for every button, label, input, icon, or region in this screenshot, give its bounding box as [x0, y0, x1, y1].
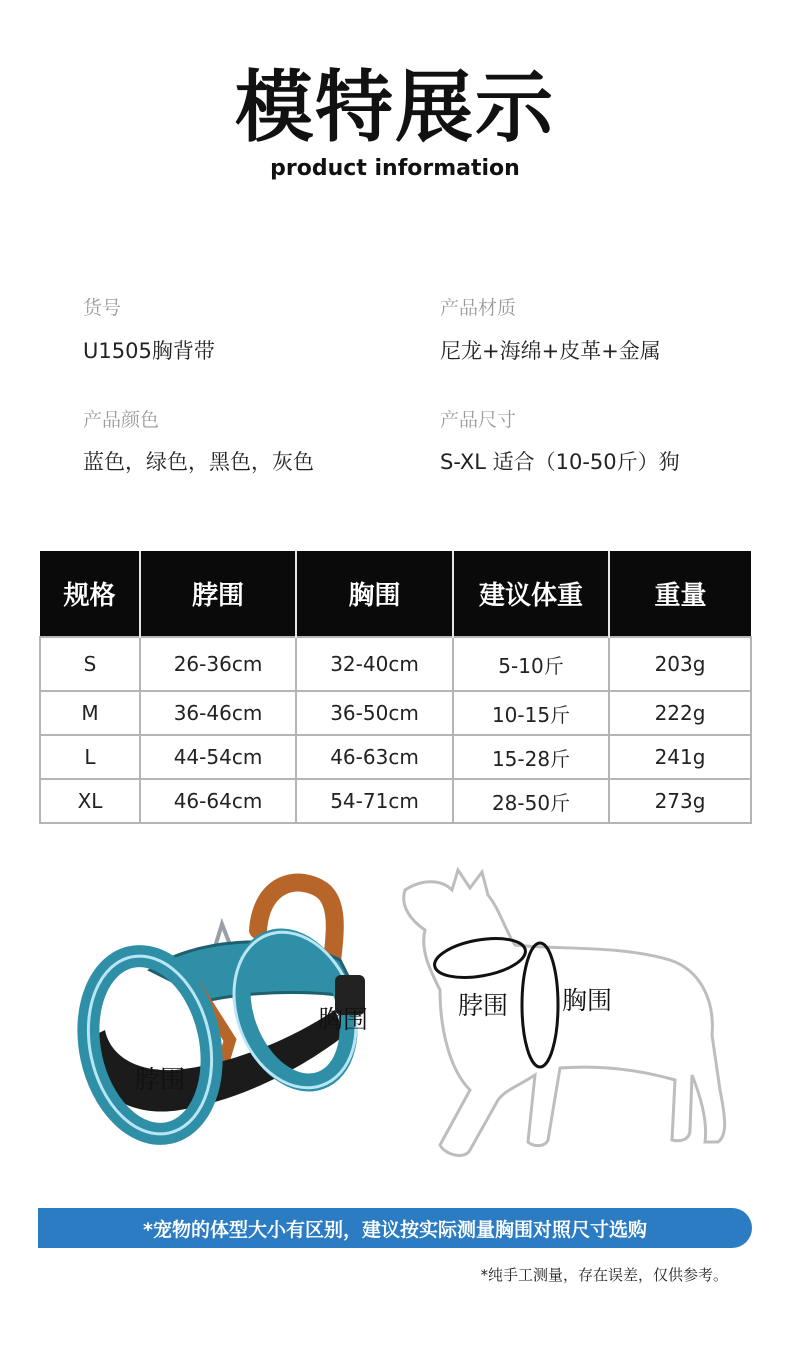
- header-chest: 胸围: [296, 551, 453, 637]
- diagram-illustration: [0, 850, 790, 1190]
- page-subtitle: product information: [270, 156, 520, 181]
- size-table: [39, 551, 752, 824]
- table-cell: 32-40cm: [296, 637, 453, 691]
- table-cell: 273g: [609, 779, 751, 823]
- header-weight-suggest: 建议体重: [453, 551, 609, 637]
- color-label: 产品颜色: [83, 409, 160, 431]
- table-cell: 222g: [609, 691, 751, 735]
- table-cell: 241g: [609, 735, 751, 779]
- item-no-value: U1505胸背带: [83, 339, 215, 363]
- page-title: 模特展示: [234, 63, 555, 153]
- size-value: S-XL 适合（10-50斤）狗: [440, 450, 680, 474]
- table-header-row: [40, 551, 751, 637]
- table-row: [40, 637, 751, 691]
- size-label: 产品尺寸: [440, 409, 517, 431]
- harness-chest-label: 胸围: [318, 1005, 369, 1034]
- sizing-tip-banner: *宠物的体型大小有区别，建议按实际测量胸围对照尺寸选购: [38, 1208, 752, 1248]
- dog-chest-label: 胸围: [562, 986, 613, 1015]
- table-row: [40, 691, 751, 735]
- material-label: 产品材质: [440, 297, 517, 319]
- header-neck: 脖围: [140, 551, 296, 637]
- table-cell: 28-50斤: [453, 779, 609, 823]
- dog-neck-ring: [432, 932, 529, 983]
- item-no-label: 货号: [83, 297, 122, 319]
- dog-chest-ring: [522, 943, 558, 1067]
- table-cell: 10-15斤: [453, 691, 609, 735]
- table-cell: 46-64cm: [140, 779, 296, 823]
- table-cell: 36-50cm: [296, 691, 453, 735]
- table-cell: 26-36cm: [140, 637, 296, 691]
- table-cell: 5-10斤: [453, 637, 609, 691]
- table-cell: 44-54cm: [140, 735, 296, 779]
- dog-neck-label: 脖围: [458, 991, 509, 1020]
- table-cell: 46-63cm: [296, 735, 453, 779]
- table-cell: 54-71cm: [296, 779, 453, 823]
- table-cell: S: [40, 637, 140, 691]
- table-row: [40, 779, 751, 823]
- measurement-diagram: [0, 850, 790, 1190]
- table-cell: 203g: [609, 637, 751, 691]
- table-cell: 15-28斤: [453, 735, 609, 779]
- material-value: 尼龙+海绵+皮革+金属: [440, 339, 661, 363]
- disclaimer-note: *纯手工测量，存在误差，仅供参考。: [480, 1266, 728, 1284]
- harness-neck-label: 脖围: [135, 1065, 186, 1094]
- table-cell: M: [40, 691, 140, 735]
- table-cell: XL: [40, 779, 140, 823]
- table-cell: 36-46cm: [140, 691, 296, 735]
- table-cell: L: [40, 735, 140, 779]
- header-spec: 规格: [40, 551, 140, 637]
- table-row: [40, 735, 751, 779]
- color-value: 蓝色，绿色，黑色，灰色: [83, 450, 314, 474]
- header-weight: 重量: [609, 551, 751, 637]
